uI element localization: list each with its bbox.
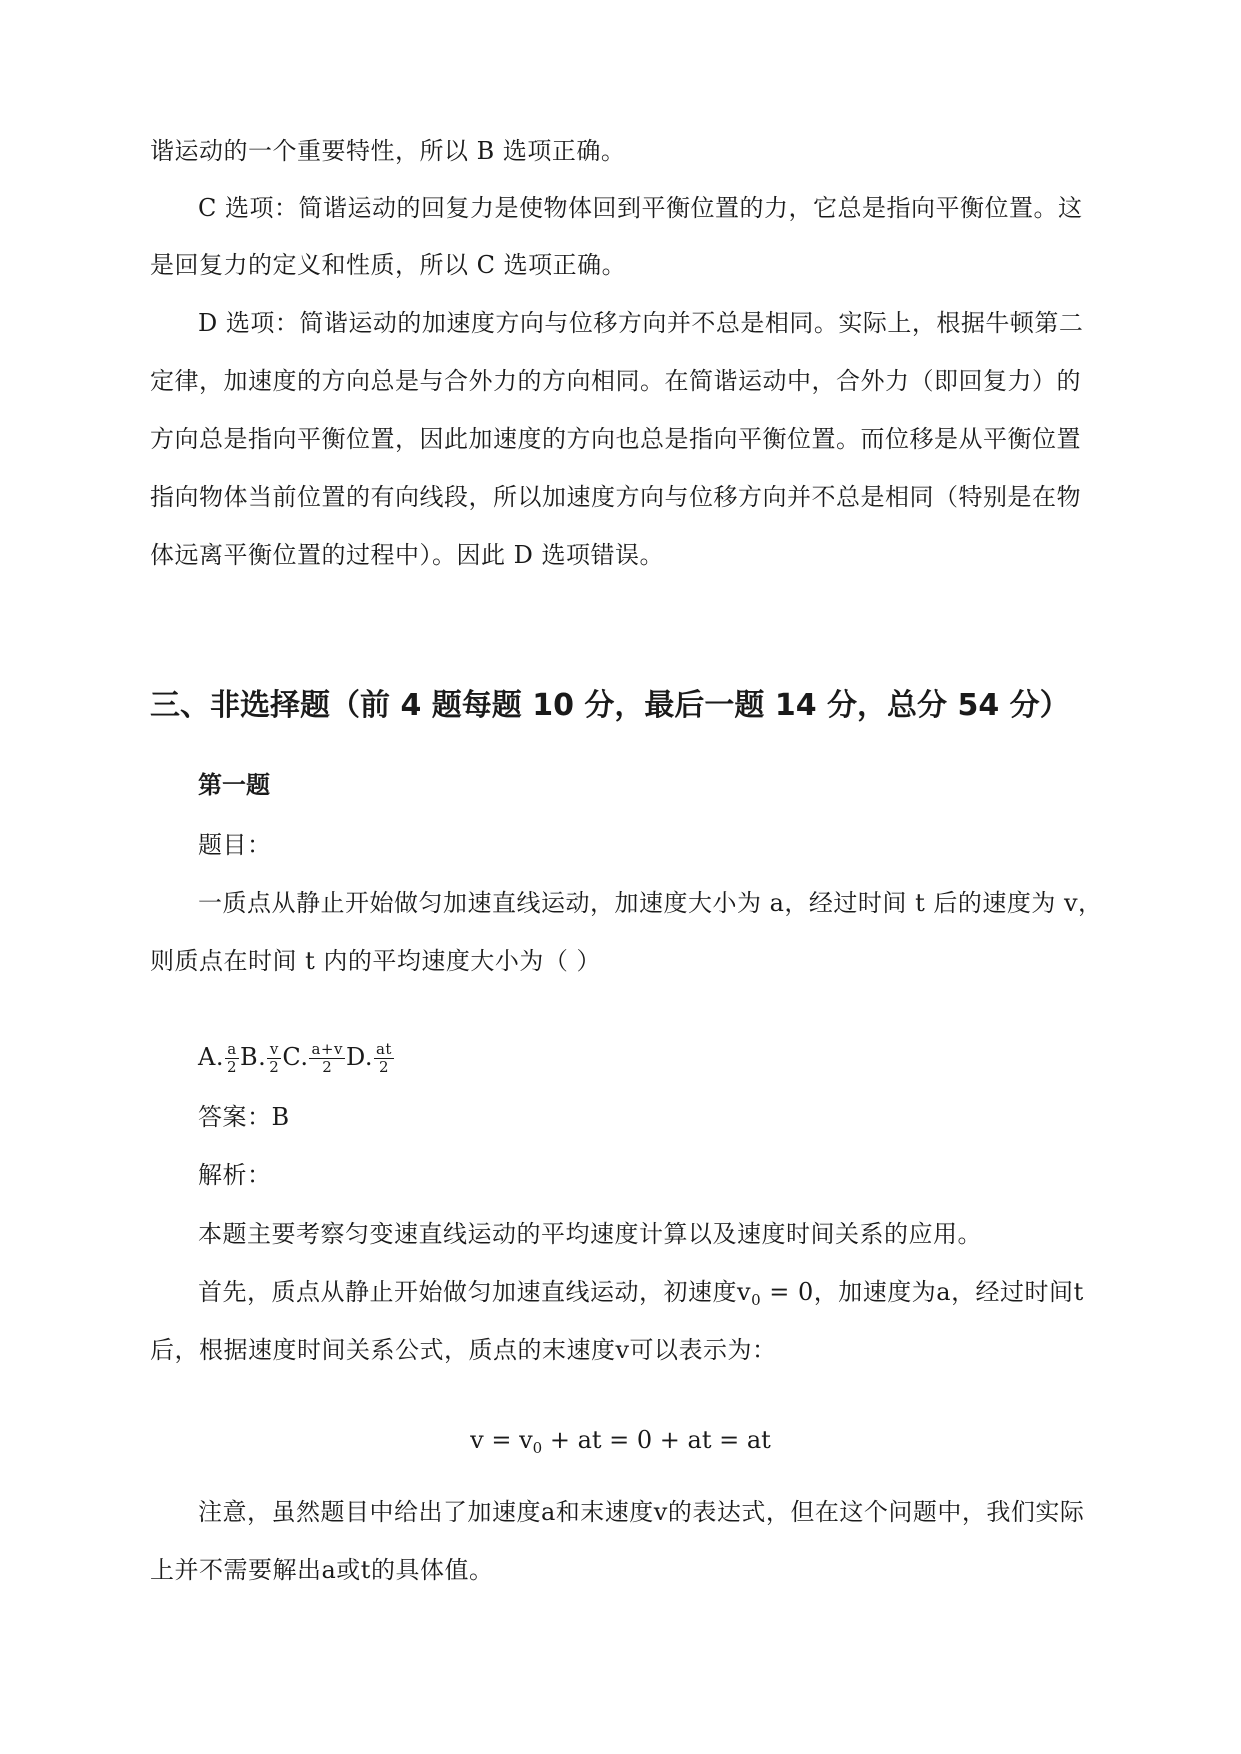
note-line1: 注意，虽然题目中给出了加速度a和末速度v的表达式，但在这个问题中，我们实际 — [198, 1498, 1085, 1526]
option-c-letter: C. — [282, 1043, 309, 1071]
answer-line: 答案：B — [198, 1103, 290, 1131]
question-label: 题目： — [198, 831, 272, 859]
analysis-text: = 0，加速度为 — [761, 1278, 937, 1306]
option-b-denominator: 2 — [269, 1058, 280, 1076]
analysis-step1-line2: 后，根据速度时间关系公式，质点的末速度v可以表示为： — [150, 1336, 777, 1364]
option-b — [240, 1040, 282, 1076]
option-c — [282, 1040, 346, 1076]
paragraph-d-option-line3: 方向总是指向平衡位置，因此加速度的方向也总是指向平衡位置。而位移是从平衡位置 — [150, 425, 1081, 453]
paragraph-d-option-line2: 定律，加速度的方向总是与合外力的方向相同。在简谐运动中，合外力（即回复力）的 — [150, 367, 1081, 395]
analysis-text: ，经过时间 — [951, 1278, 1074, 1306]
analysis-intro: 本题主要考察匀变速直线运动的平均速度计算以及速度时间关系的应用。 — [198, 1220, 982, 1248]
formula-part: + at = 0 + at = at — [542, 1426, 771, 1454]
option-d — [345, 1040, 395, 1076]
option-a-numerator: a — [225, 1041, 239, 1059]
paragraph-d-option-line5: 体远离平衡位置的过程中）。因此 D 选项错误。 — [150, 541, 664, 569]
option-a-letter: A. — [198, 1043, 224, 1071]
analysis-text: 首先，质点从静止开始做匀加速直线运动，初速度 — [198, 1278, 737, 1306]
formula-part: v = v — [470, 1426, 533, 1454]
answer-options — [198, 1032, 395, 1082]
option-a-fraction — [225, 1041, 239, 1076]
symbol-v: v — [737, 1278, 752, 1306]
paragraph-d-option-line1: D 选项：简谐运动的加速度方向与位移方向并不总是相同。实际上，根据牛顿第二 — [198, 309, 1084, 337]
question-heading: 第一题 — [198, 771, 270, 799]
option-c-denominator: 2 — [322, 1058, 333, 1076]
option-d-numerator: at — [375, 1040, 392, 1058]
velocity-formula — [0, 1425, 1241, 1463]
option-a — [198, 1040, 240, 1076]
option-a-denominator: 2 — [226, 1058, 238, 1076]
option-d-letter: D. — [345, 1043, 373, 1071]
paragraph-b-conclusion: 谐运动的一个重要特性，所以 B 选项正确。 — [150, 137, 626, 165]
paragraph-c-option-line1: C 选项：简谐运动的回复力是使物体回到平衡位置的力，它总是指向平衡位置。这 — [198, 194, 1083, 222]
symbol-a: a — [936, 1278, 952, 1306]
option-d-fraction — [374, 1041, 394, 1076]
subscript-zero: 0 — [751, 1291, 762, 1309]
option-b-fraction — [267, 1041, 281, 1076]
analysis-label: 解析： — [198, 1161, 272, 1189]
section-title: 三、非选择题（前 4 题每题 10 分，最后一题 14 分，总分 54 分） — [150, 688, 1070, 723]
option-b-letter: B. — [240, 1043, 267, 1071]
option-d-denominator: 2 — [378, 1058, 389, 1076]
paragraph-d-option-line4: 指向物体当前位置的有向线段，所以加速度方向与位移方向并不总是相同（特别是在物 — [150, 483, 1081, 511]
option-c-numerator: a+v — [311, 1040, 343, 1058]
option-c-fraction — [309, 1041, 345, 1076]
analysis-step1-line1 — [198, 1277, 1084, 1315]
question-stem-line2: 则质点在时间 t 内的平均速度大小为（ ） — [150, 947, 602, 975]
formula-subscript: 0 — [532, 1439, 543, 1457]
option-b-numerator: v — [267, 1041, 281, 1059]
symbol-t: t — [1073, 1278, 1084, 1306]
question-stem-line1: 一质点从静止开始做匀加速直线运动，加速度大小为 a，经过时间 t 后的速度为 v， — [198, 889, 1103, 917]
paragraph-c-option-line2: 是回复力的定义和性质，所以 C 选项正确。 — [150, 251, 627, 279]
note-line2: 上并不需要解出a或t的具体值。 — [150, 1556, 494, 1584]
